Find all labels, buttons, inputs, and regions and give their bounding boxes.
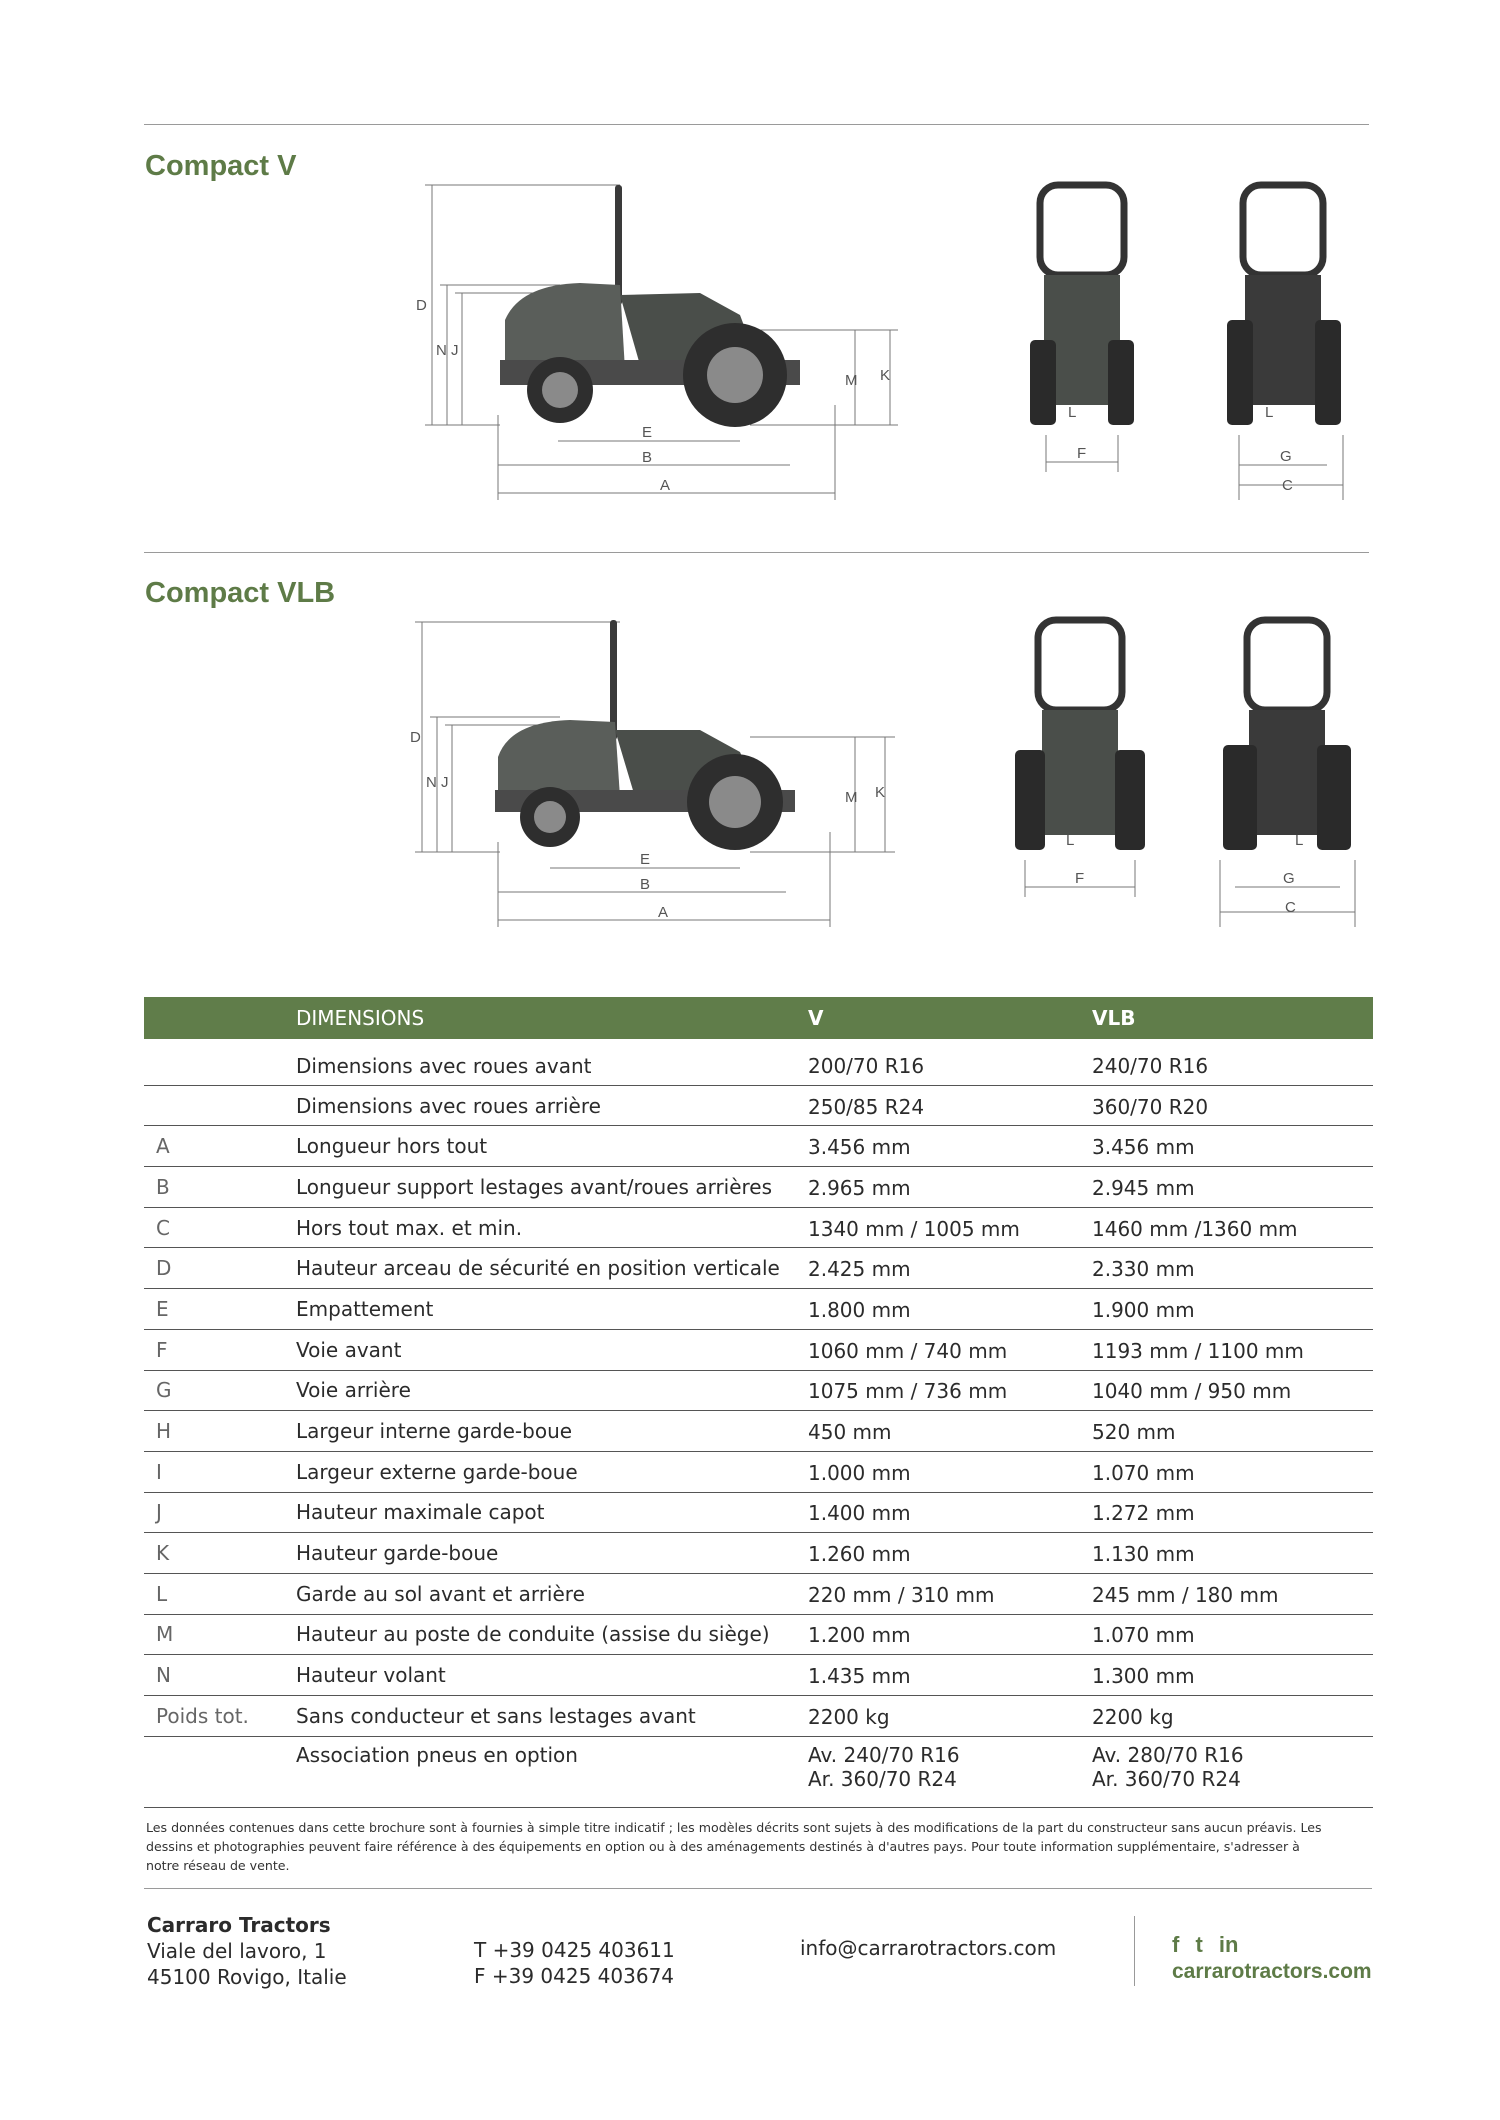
row-code: I bbox=[144, 1451, 296, 1492]
contact-phones bbox=[474, 1937, 675, 1989]
row-label: Largeur interne garde-boue bbox=[296, 1411, 808, 1452]
row-label: Dimensions avec roues arrière bbox=[296, 1085, 808, 1126]
table-row bbox=[144, 1411, 1373, 1452]
table-row bbox=[144, 1370, 1373, 1411]
row-vlb-value: 1.300 mm bbox=[1092, 1655, 1373, 1696]
row-code: N bbox=[144, 1655, 296, 1696]
footer-rule bbox=[144, 1888, 1372, 1889]
row-v-value: 1.260 mm bbox=[808, 1533, 1092, 1574]
row-vlb-value: 360/70 R20 bbox=[1092, 1085, 1373, 1126]
dim-label-d-2: D bbox=[410, 729, 421, 746]
row-code: A bbox=[144, 1126, 296, 1167]
table-row bbox=[144, 1655, 1373, 1696]
section-title-compact-vlb: Compact VLB bbox=[145, 577, 336, 609]
row-v-value: 220 mm / 310 mm bbox=[808, 1573, 1092, 1614]
row-code: D bbox=[144, 1248, 296, 1289]
row-vlb-value: 1040 mm / 950 mm bbox=[1092, 1370, 1373, 1411]
header-v: V bbox=[808, 997, 1092, 1039]
dim-label-m: M bbox=[845, 372, 858, 389]
facebook-icon[interactable]: f bbox=[1172, 1932, 1180, 1957]
row-vlb-value: 2200 kg bbox=[1092, 1696, 1373, 1737]
compact-vlb-rear-view bbox=[1215, 615, 1365, 935]
row-vlb-value: 1.070 mm bbox=[1092, 1614, 1373, 1655]
row-label: Largeur externe garde-boue bbox=[296, 1451, 808, 1492]
dim-label-d: D bbox=[416, 297, 427, 314]
v-option-rear: Ar. 360/70 R24 bbox=[808, 1766, 957, 1791]
header-code bbox=[144, 997, 296, 1039]
header-vlb: VLB bbox=[1092, 997, 1373, 1039]
disclaimer-text: Les données contenues dans cette brochure sont à fournies à simple titre indicatif ; les modèles décrits sont sujets à des modifications de la part du constructeur sans aucun préavis. Les dessins et photographies peuvent faire référence à des équipements en option ou à des aménagements destinés à d'autres pays. Pour toute information supplémentaire, s'adresser à notre réseau de vente. bbox=[146, 1820, 1322, 1873]
rear-label-g-2: G bbox=[1283, 870, 1295, 887]
rear-label-g: G bbox=[1280, 448, 1292, 465]
dim-label-b-2: B bbox=[640, 876, 651, 893]
row-v-value: 200/70 R16 bbox=[808, 1039, 1092, 1085]
top-rule bbox=[144, 124, 1369, 125]
row-code: H bbox=[144, 1411, 296, 1452]
row-code: B bbox=[144, 1167, 296, 1208]
front-label-f: F bbox=[1077, 445, 1087, 462]
rear-label-c: C bbox=[1282, 477, 1293, 494]
fax-number: F +39 0425 403674 bbox=[474, 1964, 675, 1988]
table-row bbox=[144, 1573, 1373, 1614]
table-row bbox=[144, 1289, 1373, 1330]
website-link[interactable]: carrarotractors.com bbox=[1172, 1960, 1372, 1983]
row-label: Dimensions avec roues avant bbox=[296, 1039, 808, 1085]
row-v-value: 1075 mm / 736 mm bbox=[808, 1370, 1092, 1411]
table-row bbox=[144, 1085, 1373, 1126]
row-code: K bbox=[144, 1533, 296, 1574]
vlb-option-front: Av. 280/70 R16 bbox=[1092, 1742, 1244, 1767]
row-vlb-value: 1193 mm / 1100 mm bbox=[1092, 1329, 1373, 1370]
row-label: Hauteur au poste de conduite (assise du siège) bbox=[296, 1614, 808, 1655]
row-v-value: 1.000 mm bbox=[808, 1451, 1092, 1492]
row-v-value: 450 mm bbox=[808, 1411, 1092, 1452]
compact-v-front-view bbox=[1022, 180, 1142, 480]
table-row bbox=[144, 1451, 1373, 1492]
row-vlb-value: 1.272 mm bbox=[1092, 1492, 1373, 1533]
footer-divider bbox=[1134, 1916, 1135, 1986]
row-v-value: 1.400 mm bbox=[808, 1492, 1092, 1533]
row-code: F bbox=[144, 1329, 296, 1370]
row-v-value: 1.200 mm bbox=[808, 1614, 1092, 1655]
table-row bbox=[144, 1167, 1373, 1208]
dim-label-a-2: A bbox=[658, 904, 669, 921]
front-label-l: L bbox=[1068, 404, 1077, 421]
row-label: Empattement bbox=[296, 1289, 808, 1330]
phone-number: T +39 0425 403611 bbox=[474, 1938, 675, 1962]
twitter-icon[interactable]: t bbox=[1195, 1932, 1203, 1957]
row-label: Hauteur arceau de sécurité en position verticale bbox=[296, 1248, 808, 1289]
front-label-f-2: F bbox=[1075, 870, 1085, 887]
row-code: Poids tot. bbox=[144, 1696, 296, 1737]
row-v-value bbox=[808, 1736, 1092, 1807]
table-row bbox=[144, 1533, 1373, 1574]
company-address bbox=[147, 1912, 347, 1990]
row-code: G bbox=[144, 1370, 296, 1411]
row-vlb-value: 1.130 mm bbox=[1092, 1533, 1373, 1574]
row-code: E bbox=[144, 1289, 296, 1330]
table-row-options bbox=[144, 1736, 1373, 1807]
row-code bbox=[144, 1736, 296, 1807]
row-code: J bbox=[144, 1492, 296, 1533]
table-header-row bbox=[144, 997, 1373, 1039]
row-vlb-value: 2.330 mm bbox=[1092, 1248, 1373, 1289]
table-row bbox=[144, 1207, 1373, 1248]
row-vlb-value: 2.945 mm bbox=[1092, 1167, 1373, 1208]
row-code: L bbox=[144, 1573, 296, 1614]
company-name: Carraro Tractors bbox=[147, 1913, 331, 1937]
compact-v-side-view bbox=[410, 175, 910, 505]
compact-vlb-front-view bbox=[1010, 615, 1150, 905]
row-label: Voie arrière bbox=[296, 1370, 808, 1411]
dim-label-a: A bbox=[660, 477, 671, 494]
row-vlb-value: 240/70 R16 bbox=[1092, 1039, 1373, 1085]
row-label: Hauteur volant bbox=[296, 1655, 808, 1696]
dim-label-m-2: M bbox=[845, 789, 858, 806]
row-v-value: 250/85 R24 bbox=[808, 1085, 1092, 1126]
row-label: Voie avant bbox=[296, 1329, 808, 1370]
dim-label-b: B bbox=[642, 449, 653, 466]
section-title-compact-v: Compact V bbox=[145, 150, 297, 182]
social-icons bbox=[1172, 1932, 1248, 1958]
row-vlb-value: 1460 mm /1360 mm bbox=[1092, 1207, 1373, 1248]
rear-label-c-2: C bbox=[1285, 899, 1296, 916]
dim-label-j: J bbox=[451, 342, 459, 359]
row-v-value: 1.435 mm bbox=[808, 1655, 1092, 1696]
dim-label-n: N bbox=[436, 342, 447, 359]
row-label: Hauteur maximale capot bbox=[296, 1492, 808, 1533]
table-row bbox=[144, 1696, 1373, 1737]
row-label: Longueur hors tout bbox=[296, 1126, 808, 1167]
dim-label-j-2: J bbox=[441, 774, 449, 791]
row-vlb-value bbox=[1092, 1736, 1373, 1807]
row-label: Longueur support lestages avant/roues arrières bbox=[296, 1167, 808, 1208]
address-line-1: Viale del lavoro, 1 bbox=[147, 1939, 327, 1963]
vlb-option-rear: Ar. 360/70 R24 bbox=[1092, 1766, 1241, 1791]
header-dimensions: DIMENSIONS bbox=[296, 997, 808, 1039]
linkedin-icon[interactable]: in bbox=[1218, 1932, 1239, 1957]
row-vlb-value: 245 mm / 180 mm bbox=[1092, 1573, 1373, 1614]
row-v-value: 1060 mm / 740 mm bbox=[808, 1329, 1092, 1370]
row-v-value: 1.800 mm bbox=[808, 1289, 1092, 1330]
row-label: Hors tout max. et min. bbox=[296, 1207, 808, 1248]
row-v-value: 2.965 mm bbox=[808, 1167, 1092, 1208]
row-vlb-value: 3.456 mm bbox=[1092, 1126, 1373, 1167]
contact-email[interactable]: info@carrarotractors.com bbox=[800, 1936, 1057, 1960]
table-row bbox=[144, 1248, 1373, 1289]
row-v-value: 2.425 mm bbox=[808, 1248, 1092, 1289]
row-vlb-value: 1.900 mm bbox=[1092, 1289, 1373, 1330]
dim-label-e: E bbox=[642, 424, 653, 441]
row-vlb-value: 1.070 mm bbox=[1092, 1451, 1373, 1492]
table-row bbox=[144, 1614, 1373, 1655]
table-row bbox=[144, 1039, 1373, 1085]
v-option-front: Av. 240/70 R16 bbox=[808, 1742, 960, 1767]
dim-label-e-2: E bbox=[640, 851, 651, 868]
section-rule bbox=[144, 552, 1369, 553]
front-label-l-2: L bbox=[1066, 832, 1075, 849]
dim-label-k: K bbox=[880, 367, 891, 384]
row-code bbox=[144, 1085, 296, 1126]
compact-vlb-side-view bbox=[410, 612, 910, 932]
row-code: M bbox=[144, 1614, 296, 1655]
row-vlb-value: 520 mm bbox=[1092, 1411, 1373, 1452]
row-label: Garde au sol avant et arrière bbox=[296, 1573, 808, 1614]
row-v-value: 3.456 mm bbox=[808, 1126, 1092, 1167]
table-row bbox=[144, 1126, 1373, 1167]
row-v-value: 1340 mm / 1005 mm bbox=[808, 1207, 1092, 1248]
dimensions-table bbox=[144, 997, 1373, 1808]
rear-label-l: L bbox=[1265, 404, 1274, 421]
table-row bbox=[144, 1492, 1373, 1533]
table-row bbox=[144, 1329, 1373, 1370]
row-code: C bbox=[144, 1207, 296, 1248]
address-line-2: 45100 Rovigo, Italie bbox=[147, 1965, 347, 1989]
row-label: Sans conducteur et sans lestages avant bbox=[296, 1696, 808, 1737]
rear-label-l-2: L bbox=[1295, 832, 1304, 849]
compact-v-rear-view bbox=[1225, 180, 1345, 510]
row-v-value: 2200 kg bbox=[808, 1696, 1092, 1737]
row-code bbox=[144, 1039, 296, 1085]
row-label: Association pneus en option bbox=[296, 1736, 808, 1807]
dim-label-k-2: K bbox=[875, 784, 886, 801]
row-label: Hauteur garde-boue bbox=[296, 1533, 808, 1574]
dim-label-n-2: N bbox=[426, 774, 437, 791]
